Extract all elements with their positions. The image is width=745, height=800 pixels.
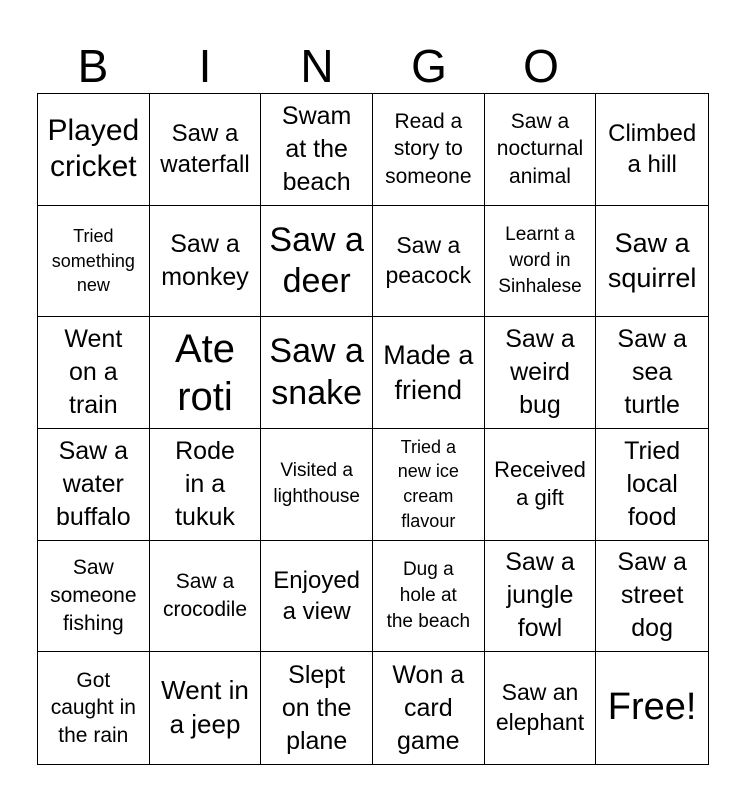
- bingo-cell[interactable]: [596, 541, 708, 653]
- bingo-cell[interactable]: [596, 94, 708, 206]
- bingo-cell[interactable]: [485, 206, 597, 318]
- bingo-cell[interactable]: [38, 541, 150, 653]
- bingo-cell-text: Visited a lighthouse: [273, 460, 360, 508]
- bingo-cell-text: Saw someone fishing: [50, 556, 137, 635]
- bingo-cell-text: Saw a peacock: [385, 232, 472, 288]
- bingo-cell[interactable]: [150, 429, 262, 541]
- bingo-cell[interactable]: [485, 94, 597, 206]
- bingo-cell-text: Ate roti: [174, 326, 236, 419]
- bingo-cell-text: Saw a squirrel: [607, 227, 697, 293]
- bingo-cell[interactable]: [596, 429, 708, 541]
- header-letter-o: O: [523, 40, 559, 92]
- bingo-cell[interactable]: [38, 94, 150, 206]
- bingo-cell[interactable]: [596, 206, 708, 318]
- bingo-cell-text: Went in a jeep: [161, 675, 249, 740]
- bingo-cell-text: Saw a nocturnal animal: [496, 109, 584, 189]
- bingo-cell-text: Got caught in the rain: [50, 668, 136, 748]
- bingo-cell[interactable]: [150, 206, 262, 318]
- bingo-cell[interactable]: [373, 652, 485, 764]
- header-letter-i: I: [198, 40, 212, 92]
- bingo-cell[interactable]: [150, 541, 262, 653]
- bingo-cell-text: Read a story to someone: [385, 109, 472, 189]
- bingo-cell[interactable]: [373, 541, 485, 653]
- bingo-cell[interactable]: [373, 317, 485, 429]
- bingo-cell[interactable]: [373, 429, 485, 541]
- header-letter-g: G: [411, 40, 447, 92]
- bingo-cell-text: Saw a crocodile: [162, 570, 248, 621]
- bingo-cell[interactable]: [150, 317, 262, 429]
- bingo-cell[interactable]: [485, 652, 597, 764]
- bingo-cell[interactable]: [38, 206, 150, 318]
- bingo-cell-text: Enjoyed a view: [273, 566, 361, 625]
- bingo-cell[interactable]: [261, 429, 373, 541]
- bingo-card-grid: [37, 93, 709, 765]
- bingo-cell-text: Saw a monkey: [161, 230, 249, 291]
- bingo-cell-text: Slept on the plane: [281, 660, 352, 755]
- bingo-cell-text: Saw a jungle fowl: [505, 548, 575, 643]
- bingo-cell-text: Saw a deer: [269, 220, 364, 300]
- bingo-cell[interactable]: [150, 652, 262, 764]
- bingo-cell-text: Saw a snake: [269, 332, 364, 412]
- bingo-cell-text: Free!: [607, 686, 697, 729]
- bingo-cell[interactable]: [38, 317, 150, 429]
- bingo-cell[interactable]: [596, 652, 708, 764]
- bingo-cell[interactable]: [261, 94, 373, 206]
- bingo-cell-text: Saw an elephant: [495, 679, 585, 736]
- bingo-cell-text: Played cricket: [47, 113, 140, 184]
- bingo-cell[interactable]: [261, 317, 373, 429]
- bingo-cell[interactable]: [373, 94, 485, 206]
- bingo-cell[interactable]: [38, 652, 150, 764]
- header-letter-n: N: [300, 40, 334, 92]
- bingo-cell[interactable]: [373, 206, 485, 318]
- bingo-cell[interactable]: [150, 94, 262, 206]
- bingo-cell-text: Saw a street dog: [617, 548, 687, 643]
- bingo-cell-text: Saw a sea turtle: [617, 325, 687, 420]
- bingo-cell-text: Tried a new ice cream flavour: [397, 436, 459, 532]
- bingo-cell-text: Saw a water buffalo: [56, 436, 131, 531]
- bingo-cell-text: Climbed a hill: [608, 120, 697, 179]
- bingo-cell-text: Went on a train: [64, 325, 123, 420]
- bingo-cell-text: Won a card game: [392, 660, 465, 755]
- bingo-cell[interactable]: [261, 541, 373, 653]
- bingo-cell-text: Received a gift: [494, 456, 586, 511]
- bingo-cell[interactable]: [38, 429, 150, 541]
- bingo-header: [37, 38, 709, 94]
- header-letter-b: B: [77, 40, 109, 92]
- bingo-cell-text: Learnt a word in Sinhalese: [498, 223, 582, 298]
- bingo-cell-text: Saw a waterfall: [160, 120, 250, 179]
- bingo-cell[interactable]: [485, 317, 597, 429]
- bingo-cell-text: Dug a hole at the beach: [386, 558, 471, 633]
- bingo-cell-text: Rode in a tukuk: [175, 436, 235, 531]
- bingo-cell[interactable]: [596, 317, 708, 429]
- bingo-cell-text: Tried something new: [51, 225, 135, 296]
- bingo-cell[interactable]: [485, 541, 597, 653]
- bingo-cell[interactable]: [261, 206, 373, 318]
- bingo-cell-text: Swam at the beach: [281, 101, 352, 196]
- bingo-cell[interactable]: [261, 652, 373, 764]
- bingo-cell-text: Saw a weird bug: [505, 325, 575, 420]
- bingo-cell-text: Made a friend: [383, 339, 474, 405]
- bingo-cell[interactable]: [485, 429, 597, 541]
- bingo-cell-text: Tried local food: [624, 436, 681, 531]
